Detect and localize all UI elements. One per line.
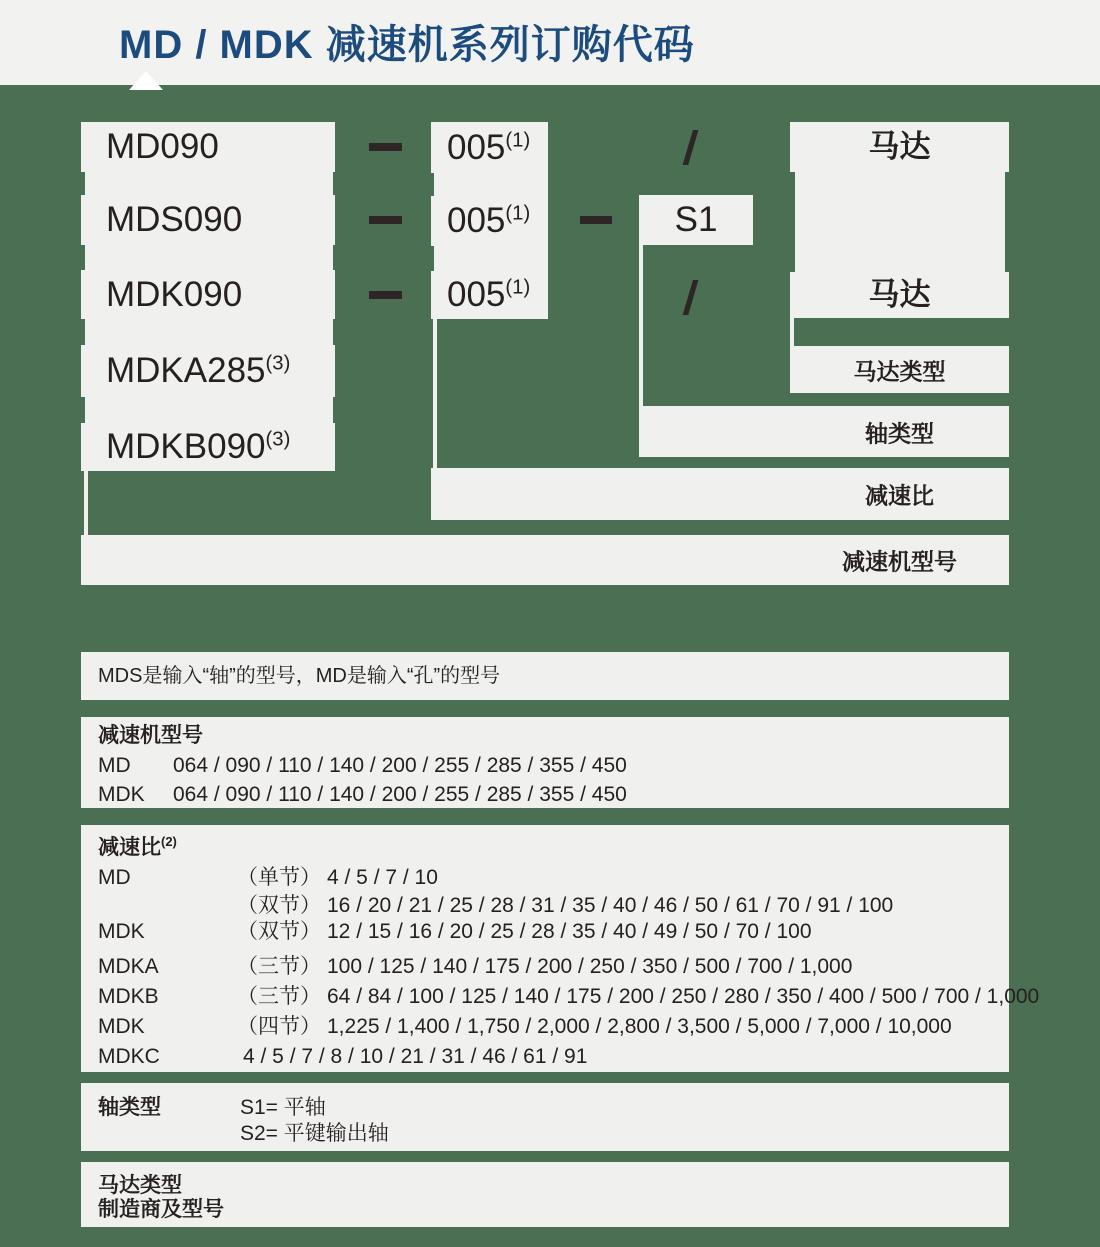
row-group: （四节） xyxy=(237,1015,321,1038)
dash-connector xyxy=(369,216,402,224)
label-box-model xyxy=(81,535,1009,585)
row-values: 4 / 5 / 7 / 8 / 10 / 21 / 31 / 46 / 61 / 91 xyxy=(243,1045,588,1068)
connector-strip xyxy=(434,244,548,273)
model-table xyxy=(81,717,1009,808)
dash-connector xyxy=(369,143,402,151)
table-row xyxy=(98,866,438,890)
motor-label: 马达 xyxy=(868,277,931,312)
slash-separator: / xyxy=(681,271,700,324)
row-values: 064 / 090 / 110 / 140 / 200 / 255 / 285 / 355 / 450 xyxy=(173,754,627,777)
table-row xyxy=(98,754,627,778)
shaft-code-box xyxy=(639,195,753,245)
dash-connector xyxy=(580,216,612,224)
model-table-title: 减速机型号 xyxy=(98,724,203,747)
note-box xyxy=(81,652,1009,700)
shaft-option: S2= 平键输出轴 xyxy=(240,1122,389,1145)
model-box-mdka285 xyxy=(81,345,335,397)
motor-type-label: 马达类型 xyxy=(853,358,946,384)
ratio-superscript: (1) xyxy=(505,128,531,151)
model-code: MD090 xyxy=(106,127,219,166)
connector-line xyxy=(433,319,437,468)
model-superscript: (3) xyxy=(265,352,291,375)
ratio-superscript: (1) xyxy=(505,202,531,225)
ratio-table xyxy=(81,825,1040,1072)
row-values: 12 / 15 / 16 / 20 / 25 / 28 / 35 / 40 / 49 / 50 / 70 / 100 xyxy=(327,920,812,943)
table-row xyxy=(98,1015,952,1039)
row-values: 064 / 090 / 110 / 140 / 200 / 255 / 285 / 355 / 450 xyxy=(173,783,627,806)
slash-separator: / xyxy=(681,121,700,174)
ratio-code: 005 xyxy=(447,275,506,314)
row-label: MDK xyxy=(98,783,145,806)
shaft-code: S1 xyxy=(674,200,718,239)
model-box-md090 xyxy=(81,122,335,172)
dash-connector xyxy=(369,291,402,299)
row-group: （三节） xyxy=(237,985,321,1008)
label-box-motor-type xyxy=(790,346,1009,393)
shaft-type-label: 轴类型 xyxy=(865,420,934,446)
connector-line xyxy=(639,245,643,406)
motor-label: 马达 xyxy=(868,129,931,164)
model-code: MDKB090 xyxy=(106,427,266,466)
ratio-code: 005 xyxy=(447,201,506,240)
row-values: 100 / 125 / 140 / 175 / 200 / 250 / 350 / 500 / 700 / 1,000 xyxy=(327,955,853,978)
model-label: 减速机型号 xyxy=(842,548,957,575)
model-code: MDK090 xyxy=(106,274,243,314)
connector-strip xyxy=(85,318,333,346)
connector-line xyxy=(84,471,88,535)
label-box-ratio xyxy=(431,468,1009,520)
label-box-shaft-type xyxy=(639,406,1009,457)
model-box-mdkb090 xyxy=(81,423,335,471)
pointer-triangle-icon xyxy=(129,71,163,90)
row-label: MDK xyxy=(98,920,145,943)
row-label: MDKA xyxy=(98,955,159,978)
table-row xyxy=(98,1045,587,1069)
row-values: 64 / 84 / 100 / 125 / 140 / 175 / 200 / 250 / 280 / 350 / 400 / 500 / 700 / 1,000 xyxy=(327,985,1040,1008)
shaft-table-title: 轴类型 xyxy=(98,1096,161,1119)
table-row xyxy=(98,783,627,807)
row-group: （双节） xyxy=(237,920,321,943)
connector-strip xyxy=(85,244,333,271)
page-title: MD / MDK 减速机系列订购代码 xyxy=(119,23,695,67)
ratio-table-superscript: (2) xyxy=(161,834,177,849)
ratio-code-box xyxy=(431,271,548,319)
connector-line xyxy=(790,318,794,346)
page-header xyxy=(0,0,1100,85)
row-group: （三节） xyxy=(237,955,321,978)
connector-strip xyxy=(85,171,333,196)
row-values: 16 / 20 / 21 / 25 / 28 / 31 / 35 / 40 / 46 / 50 / 61 / 70 / 91 / 100 xyxy=(327,894,894,917)
model-box-mdk090 xyxy=(81,270,335,319)
model-box-mds090 xyxy=(81,195,335,245)
motor-box xyxy=(790,122,1009,172)
row-label: MD xyxy=(98,754,131,777)
ratio-table-title: 减速比$^{(2)}$ xyxy=(98,834,177,859)
ratio-code-box xyxy=(431,196,548,246)
ratio-superscript: (1) xyxy=(505,276,531,299)
row-values: 1,225 / 1,400 / 1,750 / 2,000 / 2,800 / 3,500 / 5,000 / 7,000 / 10,000 xyxy=(327,1015,952,1038)
connector-strip xyxy=(85,396,333,424)
shaft-option: S1= 平轴 xyxy=(240,1096,326,1119)
model-code: MDKA285 xyxy=(106,351,266,390)
motor-table-subtitle: 制造商及型号 xyxy=(98,1198,224,1221)
row-values: 4 / 5 / 7 / 10 xyxy=(327,866,438,889)
row-group: （双节） xyxy=(237,894,321,917)
model-code: MDS090 xyxy=(106,200,243,239)
row-label: MD xyxy=(98,866,131,889)
ratio-code-box xyxy=(431,122,548,173)
motor-box xyxy=(790,272,1009,318)
connector-strip xyxy=(795,170,1005,274)
note-text: MDS是输入“轴”的型号，MD是输入“孔”的型号 xyxy=(98,665,501,687)
row-label: MDKB xyxy=(98,985,159,1008)
table-row xyxy=(98,955,852,979)
motor-type-table xyxy=(81,1162,1009,1227)
table-row xyxy=(98,920,812,944)
motor-table-title: 马达类型 xyxy=(98,1174,182,1197)
row-group: （单节） xyxy=(237,866,321,889)
model-superscript: (3) xyxy=(265,428,291,451)
table-row xyxy=(98,894,893,918)
shaft-type-table xyxy=(81,1083,1009,1151)
row-label: MDK xyxy=(98,1015,145,1038)
ratio-code: 005 xyxy=(447,127,506,167)
row-label: MDKC xyxy=(98,1045,160,1068)
ratio-label: 减速比 xyxy=(865,482,934,509)
table-row xyxy=(98,985,1039,1009)
connector-strip xyxy=(434,171,548,198)
